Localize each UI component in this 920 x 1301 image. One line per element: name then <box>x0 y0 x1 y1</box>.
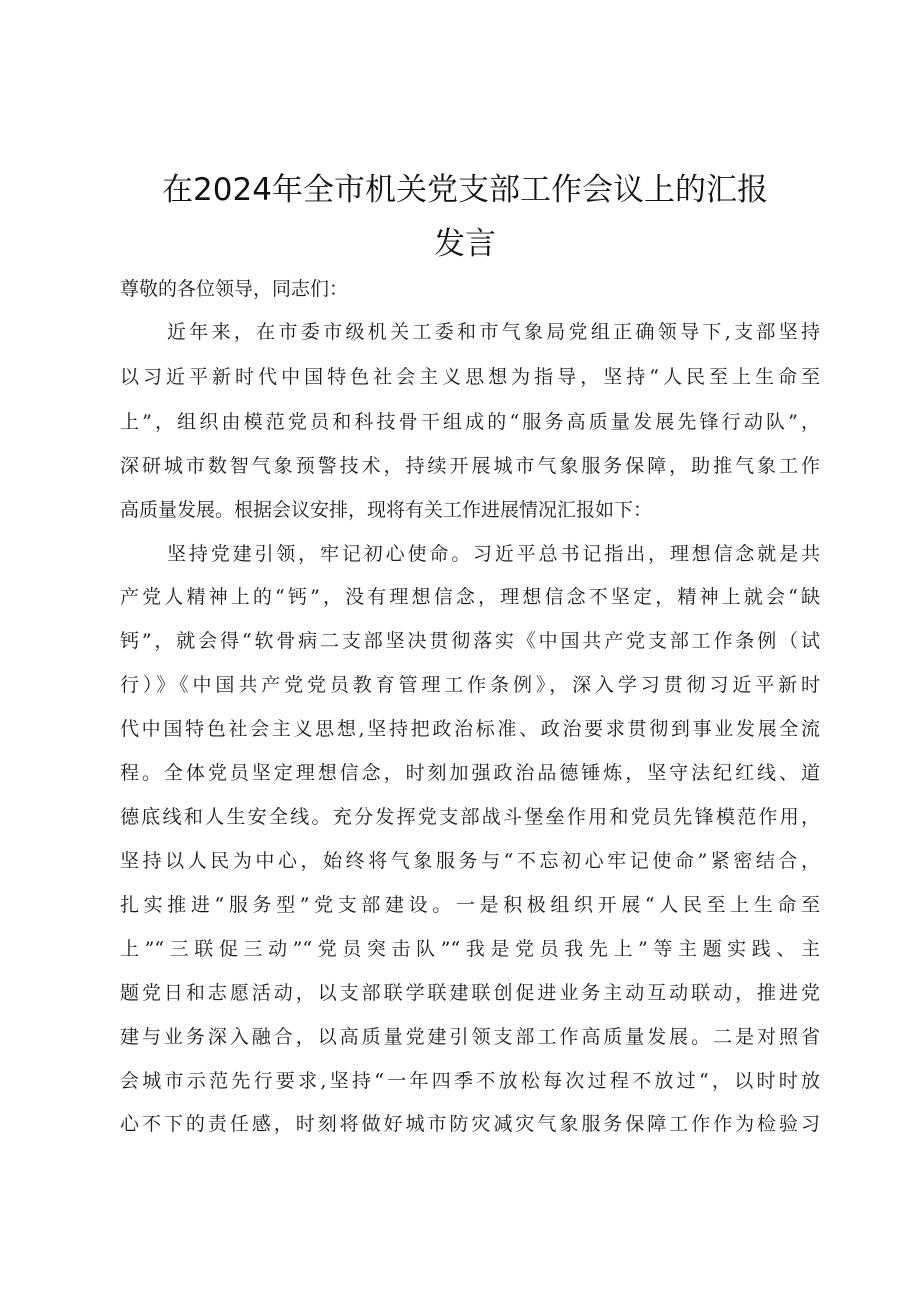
paragraph-2-line-10: 上”“三联促三动”“党员突击队”“我是党员我先上”等主题实践、主 <box>120 938 820 960</box>
salutation: 尊敬的各位领导，同志们： <box>120 278 349 300</box>
paragraph-1-line-3: 上”，组织由模范党员和科技骨干组成的“服务高质量发展先锋行动队”， <box>120 411 820 433</box>
paragraph-2-line-2: 产党人精神上的“钙”，没有理想信念，理想信念不坚定，精神上就会“缺 <box>120 586 820 608</box>
paragraph-1-line-4: 深研城市数智气象预警技术，持续开展城市气象服务保障，助推气象工作 <box>120 455 820 477</box>
paragraph-2-line-13: 会城市示范先行要求,坚持“一年四季不放松每次过程不放过“，以时时放 <box>120 1070 820 1092</box>
paragraph-1-line-5: 高质量发展。根据会议安排，现将有关工作进展情况汇报如下： <box>120 499 653 521</box>
paragraph-2-line-8: 坚持以人民为中心，始终将气象服务与“不忘初心牢记使命”紧密结合， <box>120 850 820 872</box>
document-title-line-2: 发言 <box>434 226 496 262</box>
document-title-line-1: 在2024年全市机关党支部工作会议上的汇报 <box>162 172 768 208</box>
paragraph-2-line-9: 扎实推进“服务型”党支部建设。一是积极组织开展“人民至上生命至 <box>120 894 820 916</box>
paragraph-2-line-11: 题党日和志愿活动，以支部联学联建联创促进业务主动互动联动，推进党 <box>120 982 820 1004</box>
paragraph-2-line-12: 建与业务深入融合，以高质量党建引领支部工作高质量发展。二是对照省 <box>120 1026 820 1048</box>
paragraph-2-line-1: 坚持党建引领，牢记初心使命。习近平总书记指出，理想信念就是共 <box>167 543 820 565</box>
paragraph-2-line-7: 德底线和人生安全线。充分发挥党支部战斗堡垒作用和党员先锋模范作用， <box>120 806 820 828</box>
paragraph-2-line-14: 心不下的责任感，时刻将做好城市防灾减灾气象服务保障工作作为检验习 <box>120 1113 820 1135</box>
paragraph-2-line-5: 代中国特色社会主义思想,坚持把政治标准、政治要求贯彻到事业发展全流 <box>120 718 820 740</box>
paragraph-1-line-2: 以习近平新时代中国特色社会主义思想为指导，坚持“人民至上生命至 <box>120 366 820 388</box>
paragraph-2-line-4: 行）》《中国共产党党员教育管理工作条例》，深入学习贯彻习近平新时 <box>120 674 820 696</box>
paragraph-2-line-3: 钙”，就会得“软骨病二支部坚决贯彻落实《中国共产党支部工作条例（试 <box>120 630 820 652</box>
paragraph-2-line-6: 程。全体党员坚定理想信念，时刻加强政治品德锤炼，坚守法纪红线、道 <box>120 762 820 784</box>
paragraph-1-line-1: 近年来，在市委市级机关工委和市气象局党组正确领导下,支部坚持 <box>167 321 820 343</box>
